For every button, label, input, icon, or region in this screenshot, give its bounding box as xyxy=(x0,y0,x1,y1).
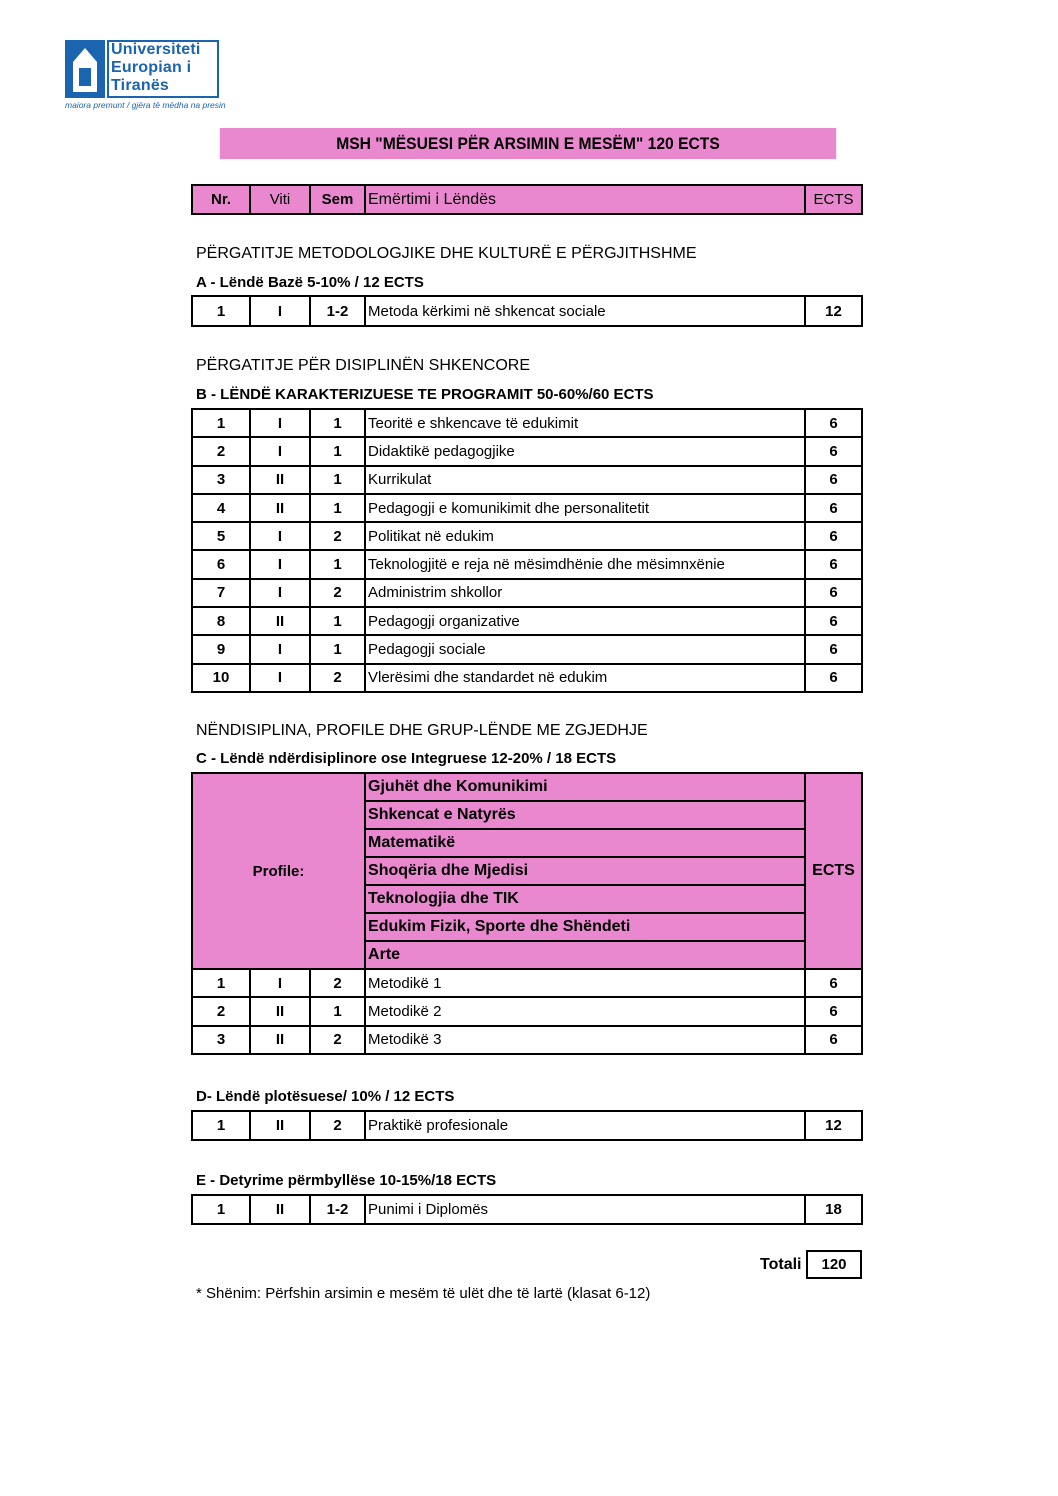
profile-item: Shkencat e Natyrës xyxy=(365,801,805,829)
table-row xyxy=(192,997,862,1025)
total-value: 120 xyxy=(806,1250,862,1279)
row-name: Didaktikë pedagogjike xyxy=(365,437,805,465)
university-logo xyxy=(65,40,225,110)
row-name: Metodikë 1 xyxy=(365,969,805,997)
row-viti: I xyxy=(250,522,310,550)
row-sem: 2 xyxy=(310,1026,365,1054)
row-sem: 2 xyxy=(310,664,365,692)
logo-motto: maiora premunt / gjëra të mëdha na presin xyxy=(65,100,226,110)
row-nr: 2 xyxy=(192,997,250,1025)
table-row xyxy=(192,1026,862,1054)
header-ects: ECTS xyxy=(805,185,862,214)
row-viti: I xyxy=(250,437,310,465)
row-nr: 1 xyxy=(192,409,250,437)
profile-item: Teknologjia dhe TIK xyxy=(365,885,805,913)
row-sem: 1 xyxy=(310,466,365,494)
row-ects: 6 xyxy=(805,607,862,635)
row-sem: 1 xyxy=(310,437,365,465)
row-sem: 1-2 xyxy=(310,1195,365,1224)
table-row xyxy=(192,296,862,326)
header-table xyxy=(191,184,863,215)
logo-line-2: Europian i xyxy=(111,59,192,76)
row-name: Punimi i Diplomës xyxy=(365,1195,805,1224)
section-b-heading: PËRGATITJE PËR DISIPLINËN SHKENCORE xyxy=(196,357,530,374)
section-b-sub: B - LËNDË KARAKTERIZUESE TE PROGRAMIT 50-60%/60 ECTS xyxy=(196,386,654,403)
row-nr: 10 xyxy=(192,664,250,692)
row-nr: 1 xyxy=(192,1111,250,1140)
row-name: Administrim shkollor xyxy=(365,579,805,607)
section-d-table xyxy=(191,1110,863,1141)
row-name: Metodikë 2 xyxy=(365,997,805,1025)
profile-item: Edukim Fizik, Sporte dhe Shëndeti xyxy=(365,913,805,941)
section-b-table xyxy=(191,408,863,693)
row-sem: 2 xyxy=(310,522,365,550)
row-name: Pedagogji sociale xyxy=(365,635,805,663)
section-a-sub: A - Lëndë Bazë 5-10% / 12 ECTS xyxy=(196,274,424,291)
section-a-heading: PËRGATITJE METODOLOGJIKE DHE KULTURË E PËRGJITHSHME xyxy=(196,245,697,262)
section-d-sub: D- Lëndë plotësuese/ 10% / 12 ECTS xyxy=(196,1088,455,1105)
row-name: Metodikë 3 xyxy=(365,1026,805,1054)
row-nr: 5 xyxy=(192,522,250,550)
row-name: Politikat në edukim xyxy=(365,522,805,550)
row-viti: I xyxy=(250,969,310,997)
row-viti: II xyxy=(250,1026,310,1054)
row-viti: I xyxy=(250,664,310,692)
table-row xyxy=(192,494,862,522)
table-row xyxy=(192,550,862,578)
row-viti: II xyxy=(250,1111,310,1140)
logo-line-3: Tiranës xyxy=(111,77,170,94)
logo-line-1: Universiteti xyxy=(111,41,201,58)
row-viti: II xyxy=(250,494,310,522)
profile-label: Profile: xyxy=(192,773,365,969)
table-row xyxy=(192,437,862,465)
row-name: Pedagogji e komunikimit dhe personalitetit xyxy=(365,494,805,522)
profile-ects-label: ECTS xyxy=(805,773,862,969)
header-sem: Sem xyxy=(310,185,365,214)
table-row xyxy=(192,409,862,437)
row-sem: 1 xyxy=(310,635,365,663)
profile-row xyxy=(192,773,862,801)
row-ects: 12 xyxy=(805,1111,862,1140)
row-ects: 18 xyxy=(805,1195,862,1224)
table-row xyxy=(192,969,862,997)
row-nr: 2 xyxy=(192,437,250,465)
row-ects: 6 xyxy=(805,494,862,522)
table-row xyxy=(192,522,862,550)
row-sem: 2 xyxy=(310,969,365,997)
row-nr: 3 xyxy=(192,466,250,494)
row-nr: 3 xyxy=(192,1026,250,1054)
row-nr: 6 xyxy=(192,550,250,578)
section-c-heading: NËNDISIPLINA, PROFILE DHE GRUP-LËNDE ME ZGJEDHJE xyxy=(196,722,648,739)
row-sem: 2 xyxy=(310,579,365,607)
row-nr: 4 xyxy=(192,494,250,522)
row-ects: 6 xyxy=(805,466,862,494)
row-sem: 1 xyxy=(310,409,365,437)
table-row xyxy=(192,466,862,494)
section-c-table xyxy=(191,772,863,1055)
row-ects: 6 xyxy=(805,409,862,437)
row-ects: 6 xyxy=(805,550,862,578)
row-name: Praktikë profesionale xyxy=(365,1111,805,1140)
footnote: * Shënim: Përfshin arsimin e mesëm të ulët dhe të lartë (klasat 6-12) xyxy=(196,1285,651,1302)
profile-item: Matematikë xyxy=(365,829,805,857)
row-nr: 8 xyxy=(192,607,250,635)
row-ects: 12 xyxy=(805,296,862,326)
profile-item: Shoqëria dhe Mjedisi xyxy=(365,857,805,885)
row-name: Metoda kërkimi në shkencat sociale xyxy=(365,296,805,326)
header-name: Emërtimi i Lëndës xyxy=(365,185,805,214)
row-ects: 6 xyxy=(805,437,862,465)
row-nr: 1 xyxy=(192,296,250,326)
table-row xyxy=(192,607,862,635)
header-nr: Nr. xyxy=(192,185,250,214)
row-name: Vlerësimi dhe standardet në edukim xyxy=(365,664,805,692)
section-e-table xyxy=(191,1194,863,1225)
logo-emblem-icon xyxy=(65,40,105,98)
row-viti: II xyxy=(250,466,310,494)
row-viti: I xyxy=(250,550,310,578)
row-name: Kurrikulat xyxy=(365,466,805,494)
row-ects: 6 xyxy=(805,997,862,1025)
row-ects: 6 xyxy=(805,969,862,997)
row-name: Teknologjitë e reja në mësimdhënie dhe mësimnxënie xyxy=(365,550,805,578)
row-nr: 7 xyxy=(192,579,250,607)
row-viti: II xyxy=(250,607,310,635)
section-e-sub: E - Detyrime përmbyllëse 10-15%/18 ECTS xyxy=(196,1172,497,1189)
row-viti: II xyxy=(250,1195,310,1224)
section-a-table xyxy=(191,295,863,327)
row-nr: 1 xyxy=(192,1195,250,1224)
row-ects: 6 xyxy=(805,635,862,663)
table-row xyxy=(192,664,862,692)
row-sem: 1-2 xyxy=(310,296,365,326)
row-sem: 1 xyxy=(310,607,365,635)
row-ects: 6 xyxy=(805,1026,862,1054)
profile-item: Arte xyxy=(365,941,805,969)
row-viti: I xyxy=(250,409,310,437)
row-nr: 1 xyxy=(192,969,250,997)
row-ects: 6 xyxy=(805,664,862,692)
section-c-sub: C - Lëndë ndërdisiplinore ose Integruese 12-20% / 18 ECTS xyxy=(196,750,617,767)
row-name: Teoritë e shkencave të edukimit xyxy=(365,409,805,437)
row-ects: 6 xyxy=(805,579,862,607)
row-viti: II xyxy=(250,997,310,1025)
total-label: Totali xyxy=(760,1256,802,1273)
row-nr: 9 xyxy=(192,635,250,663)
row-viti: I xyxy=(250,635,310,663)
table-row xyxy=(192,1195,862,1224)
row-sem: 1 xyxy=(310,997,365,1025)
page-title: MSH "MËSUESI PËR ARSIMIN E MESËM" 120 ECTS xyxy=(220,128,836,159)
row-viti: I xyxy=(250,296,310,326)
row-ects: 6 xyxy=(805,522,862,550)
row-viti: I xyxy=(250,579,310,607)
table-row xyxy=(192,579,862,607)
header-viti: Viti xyxy=(250,185,310,214)
row-sem: 1 xyxy=(310,494,365,522)
row-sem: 2 xyxy=(310,1111,365,1140)
row-sem: 1 xyxy=(310,550,365,578)
row-name: Pedagogji organizative xyxy=(365,607,805,635)
table-row xyxy=(192,635,862,663)
profile-item: Gjuhët dhe Komunikimi xyxy=(365,773,805,801)
table-row xyxy=(192,1111,862,1140)
